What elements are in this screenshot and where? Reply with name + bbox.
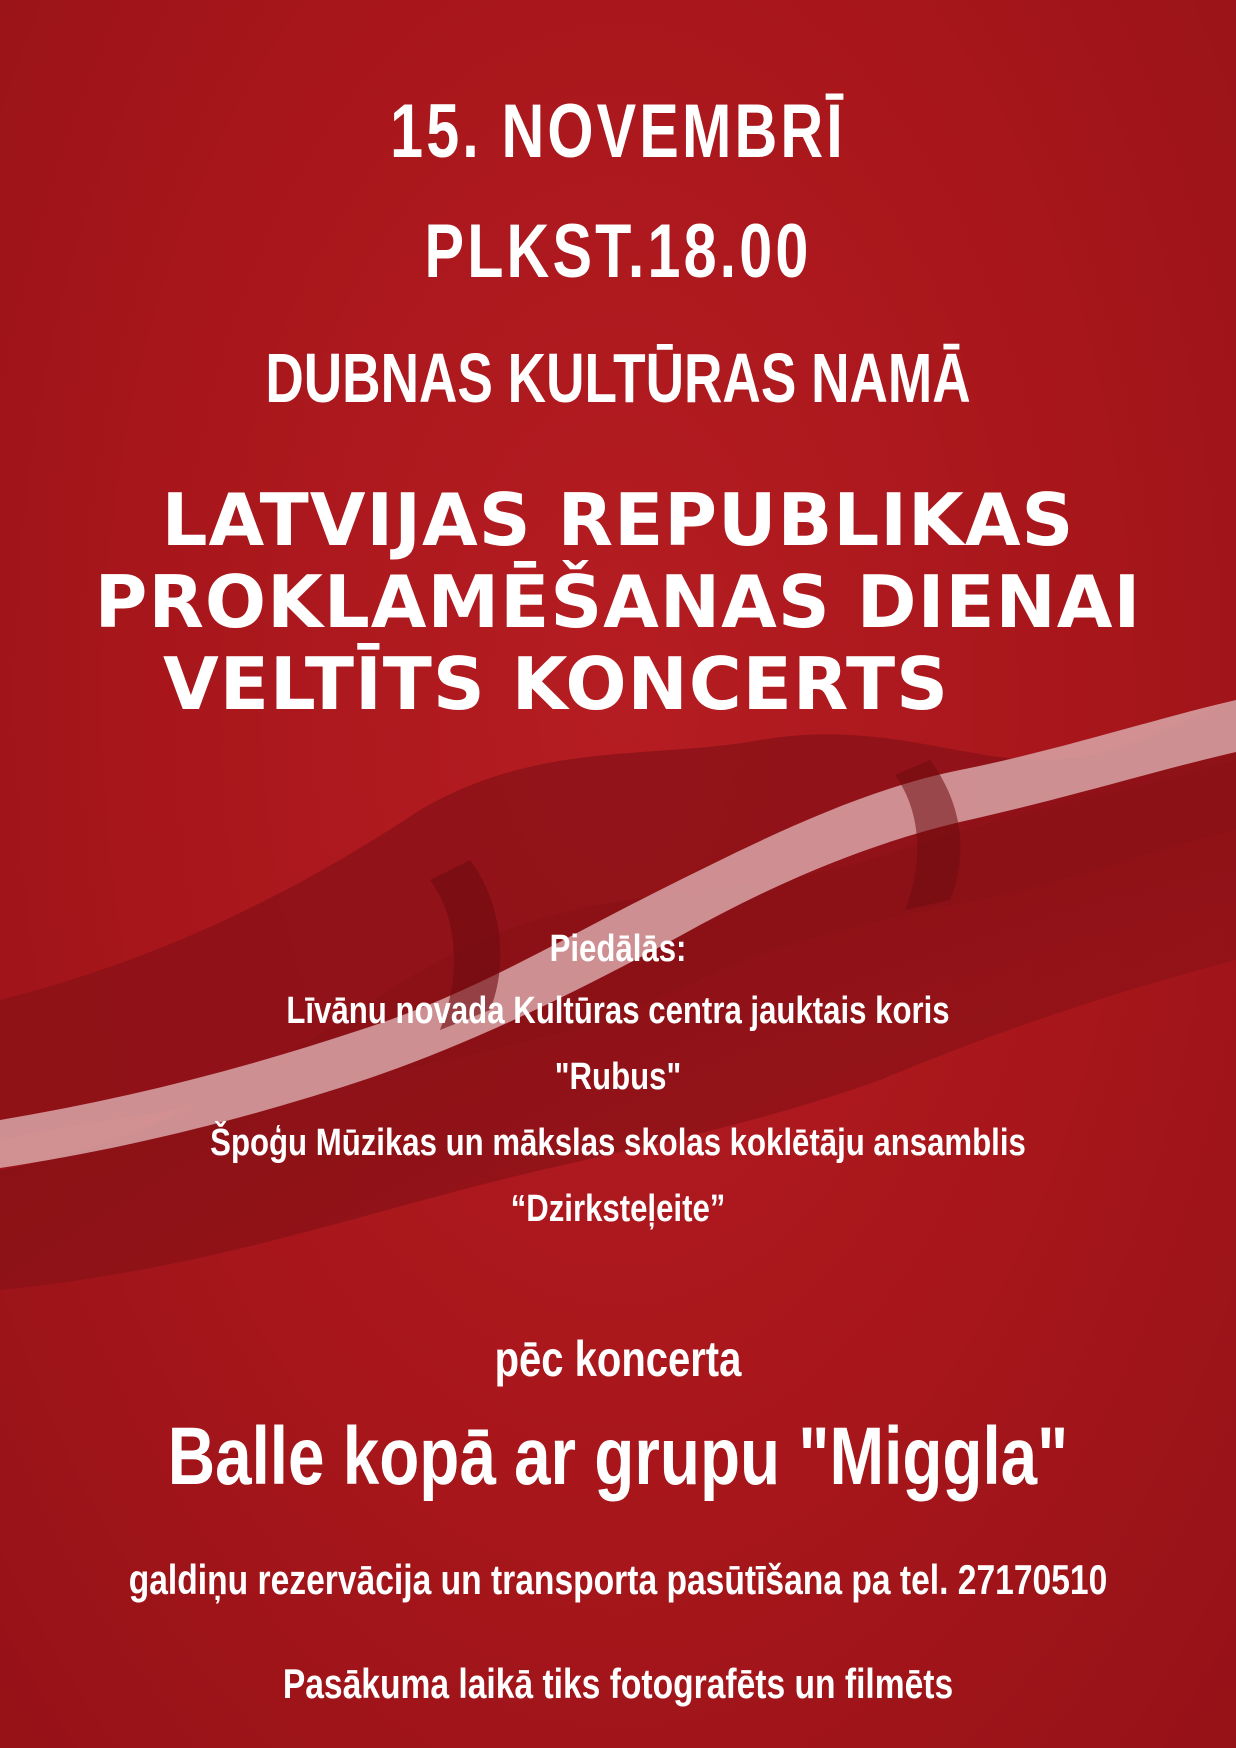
event-venue: DUBNAS KULTŪRAS NAMĀ: [265, 339, 971, 417]
headline-line-1: LATVIJAS REPUBLIKAS: [161, 478, 1075, 562]
reservation-info: galdiņu rezervācija un transporta pasūtīšana pa tel. 27170510: [128, 1556, 1108, 1603]
headline-line-2: PROKLAMĒŠANAS DIENAI: [94, 560, 1142, 644]
event-date: 15. NOVEMBRĪ: [390, 89, 846, 174]
participants-label: Piedālās:: [549, 928, 687, 970]
participant-item: Līvānu novada Kultūras centra jauktais koris: [286, 990, 950, 1032]
participant-item: "Rubus": [554, 1056, 682, 1098]
ball-announcement: Balle kopā ar grupu "Miggla": [167, 1411, 1069, 1502]
participant-item: “Dzirksteļeite”: [510, 1188, 726, 1230]
photo-notice: Pasākuma laikā tiks fotografēts un filmēts: [282, 1660, 954, 1707]
event-time: PLKST.18.00: [424, 209, 812, 294]
after-concert-label: pēc koncerta: [494, 1331, 742, 1387]
participant-item: Špoģu Mūzikas un mākslas skolas koklētāju ansamblis: [210, 1122, 1026, 1164]
headline-line-3: VELTĪTS KONCERTS: [162, 642, 950, 726]
